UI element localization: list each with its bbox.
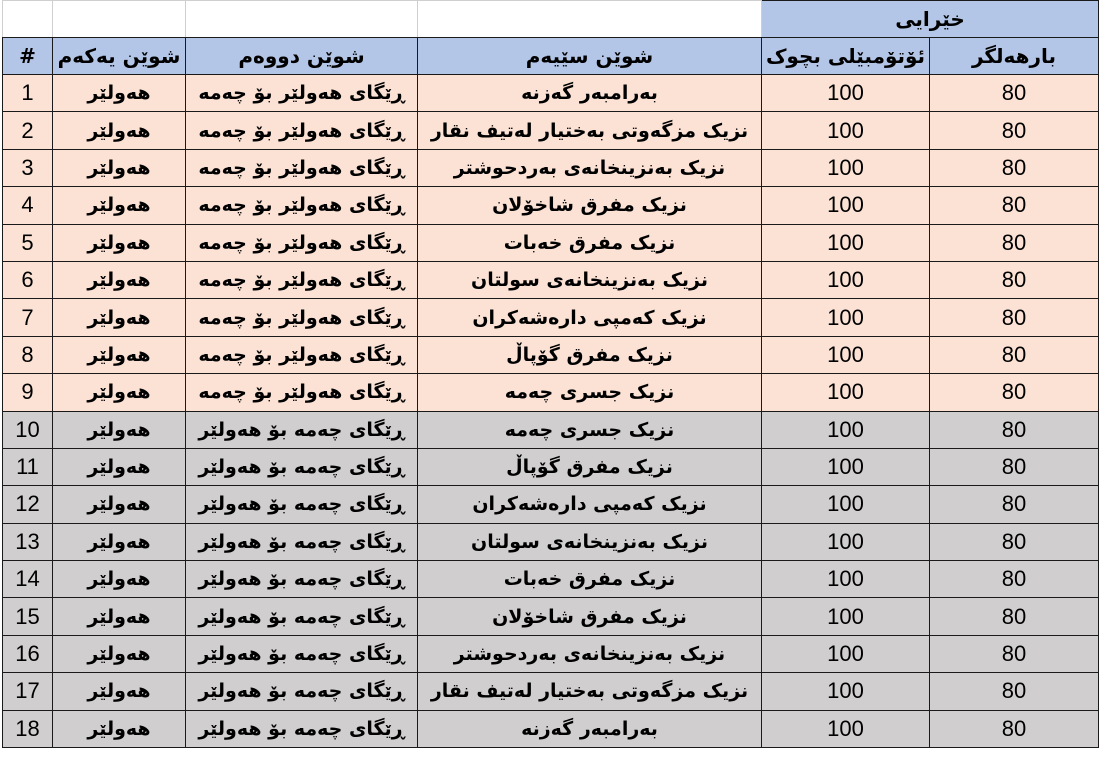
table-row xyxy=(3,411,1099,448)
row-number-cell: 10 xyxy=(3,411,53,448)
third-place-cell: نزیک مفرق خەبات xyxy=(418,561,762,598)
column-header-row xyxy=(3,38,1099,75)
empty-cell xyxy=(53,1,186,38)
small-car-speed-cell: 100 xyxy=(762,598,930,635)
third-place-cell: بەرامبەر گەزنە xyxy=(418,75,762,112)
row-number-cell: 14 xyxy=(3,561,53,598)
first-place-cell: هەولێر xyxy=(53,75,186,112)
second-place-cell: ڕێگای چەمە بۆ هەولێر xyxy=(186,635,418,672)
second-place-cell: ڕێگای چەمە بۆ هەولێر xyxy=(186,710,418,747)
first-place-cell: هەولێر xyxy=(53,486,186,523)
truck-speed-cell: 80 xyxy=(930,112,1099,149)
first-place-cell: هەولێر xyxy=(53,187,186,224)
empty-cell xyxy=(418,1,762,38)
empty-cell xyxy=(3,1,53,38)
third-place-cell: نزیک بەنزینخانەی سولتان xyxy=(418,523,762,560)
table-row xyxy=(3,598,1099,635)
table-row xyxy=(3,374,1099,411)
truck-speed-cell: 80 xyxy=(930,448,1099,485)
table-row xyxy=(3,187,1099,224)
table-row xyxy=(3,448,1099,485)
third-place-cell: نزیک مفرق خەبات xyxy=(418,224,762,261)
row-number-cell: 18 xyxy=(3,710,53,747)
truck-speed-cell: 80 xyxy=(930,187,1099,224)
table-row xyxy=(3,561,1099,598)
small-car-speed-cell: 100 xyxy=(762,411,930,448)
small-car-speed-cell: 100 xyxy=(762,448,930,485)
row-number-cell: 17 xyxy=(3,673,53,710)
row-number-cell: 13 xyxy=(3,523,53,560)
table-row xyxy=(3,336,1099,373)
first-place-cell: هەولێر xyxy=(53,673,186,710)
row-number-cell: 12 xyxy=(3,486,53,523)
table-row xyxy=(3,486,1099,523)
first-place-cell: هەولێر xyxy=(53,224,186,261)
small-car-speed-cell: 100 xyxy=(762,187,930,224)
small-car-speed-cell: 100 xyxy=(762,261,930,298)
truck-speed-cell: 80 xyxy=(930,673,1099,710)
row-number-cell: 15 xyxy=(3,598,53,635)
small-car-speed-cell: 100 xyxy=(762,486,930,523)
truck-speed-cell: 80 xyxy=(930,336,1099,373)
speed-group-header: خێرایی xyxy=(762,1,1099,38)
third-place-cell: نزیک کەمپی دارەشەکران xyxy=(418,299,762,336)
second-place-cell: ڕێگای چەمە بۆ هەولێر xyxy=(186,411,418,448)
third-place-cell: نزیک کەمپی دارەشەکران xyxy=(418,486,762,523)
second-place-cell: ڕێگای هەولێر بۆ چەمە xyxy=(186,374,418,411)
truck-speed-cell: 80 xyxy=(930,149,1099,186)
second-place-cell: ڕێگای هەولێر بۆ چەمە xyxy=(186,261,418,298)
col-header-first-place: شوێن یەکەم xyxy=(53,38,186,75)
third-place-cell: نزیک جسری چەمە xyxy=(418,374,762,411)
second-place-cell: ڕێگای چەمە بۆ هەولێر xyxy=(186,486,418,523)
truck-speed-cell: 80 xyxy=(930,374,1099,411)
small-car-speed-cell: 100 xyxy=(762,112,930,149)
third-place-cell: نزیک مزگەوتی بەختیار لەتیف نقار xyxy=(418,673,762,710)
row-number-cell: 3 xyxy=(3,149,53,186)
truck-speed-cell: 80 xyxy=(930,224,1099,261)
second-place-cell: ڕێگای هەولێر بۆ چەمە xyxy=(186,187,418,224)
first-place-cell: هەولێر xyxy=(53,149,186,186)
first-place-cell: هەولێر xyxy=(53,523,186,560)
second-place-cell: ڕێگای چەمە بۆ هەولێر xyxy=(186,673,418,710)
row-number-cell: 16 xyxy=(3,635,53,672)
table-row xyxy=(3,635,1099,672)
third-place-cell: نزیک مفرق شاخۆلان xyxy=(418,187,762,224)
third-place-cell: نزیک بەنزینخانەی بەردحوشتر xyxy=(418,635,762,672)
third-place-cell: نزیک مفرق شاخۆلان xyxy=(418,598,762,635)
table-row xyxy=(3,299,1099,336)
row-number-cell: 1 xyxy=(3,75,53,112)
table-row xyxy=(3,112,1099,149)
small-car-speed-cell: 100 xyxy=(762,336,930,373)
row-number-cell: 8 xyxy=(3,336,53,373)
second-place-cell: ڕێگای هەولێر بۆ چەمە xyxy=(186,299,418,336)
first-place-cell: هەولێر xyxy=(53,299,186,336)
third-place-cell: نزیک مزگەوتی بەختیار لەتیف نقار xyxy=(418,112,762,149)
col-header-index: # xyxy=(3,38,53,75)
col-header-small-car: ئۆتۆمبێلی بچوک xyxy=(762,38,930,75)
table-row xyxy=(3,710,1099,747)
second-place-cell: ڕێگای هەولێر بۆ چەمە xyxy=(186,149,418,186)
first-place-cell: هەولێر xyxy=(53,374,186,411)
second-place-cell: ڕێگای چەمە بۆ هەولێر xyxy=(186,598,418,635)
group-header-row xyxy=(3,1,1099,38)
row-number-cell: 11 xyxy=(3,448,53,485)
small-car-speed-cell: 100 xyxy=(762,561,930,598)
second-place-cell: ڕێگای هەولێر بۆ چەمە xyxy=(186,336,418,373)
third-place-cell: نزیک بەنزینخانەی بەردحوشتر xyxy=(418,149,762,186)
truck-speed-cell: 80 xyxy=(930,523,1099,560)
table-row xyxy=(3,149,1099,186)
col-header-second-place: شوێن دووەم xyxy=(186,38,418,75)
small-car-speed-cell: 100 xyxy=(762,149,930,186)
first-place-cell: هەولێر xyxy=(53,561,186,598)
small-car-speed-cell: 100 xyxy=(762,75,930,112)
row-number-cell: 5 xyxy=(3,224,53,261)
first-place-cell: هەولێر xyxy=(53,635,186,672)
small-car-speed-cell: 100 xyxy=(762,635,930,672)
first-place-cell: هەولێر xyxy=(53,710,186,747)
first-place-cell: هەولێر xyxy=(53,261,186,298)
small-car-speed-cell: 100 xyxy=(762,374,930,411)
third-place-cell: نزیک مفرق گۆپاڵ xyxy=(418,336,762,373)
row-number-cell: 2 xyxy=(3,112,53,149)
third-place-cell: بەرامبەر گەزنە xyxy=(418,710,762,747)
truck-speed-cell: 80 xyxy=(930,561,1099,598)
second-place-cell: ڕێگای هەولێر بۆ چەمە xyxy=(186,112,418,149)
third-place-cell: نزیک جسری چەمە xyxy=(418,411,762,448)
truck-speed-cell: 80 xyxy=(930,710,1099,747)
small-car-speed-cell: 100 xyxy=(762,523,930,560)
table-row xyxy=(3,523,1099,560)
first-place-cell: هەولێر xyxy=(53,448,186,485)
table-row xyxy=(3,224,1099,261)
first-place-cell: هەولێر xyxy=(53,598,186,635)
truck-speed-cell: 80 xyxy=(930,598,1099,635)
col-header-truck: بارهەلگر xyxy=(930,38,1099,75)
row-number-cell: 6 xyxy=(3,261,53,298)
second-place-cell: ڕێگای هەولێر بۆ چەمە xyxy=(186,75,418,112)
table-row xyxy=(3,673,1099,710)
first-place-cell: هەولێر xyxy=(53,411,186,448)
truck-speed-cell: 80 xyxy=(930,635,1099,672)
small-car-speed-cell: 100 xyxy=(762,710,930,747)
empty-cell xyxy=(186,1,418,38)
speed-table xyxy=(2,0,1099,748)
truck-speed-cell: 80 xyxy=(930,486,1099,523)
second-place-cell: ڕێگای هەولێر بۆ چەمە xyxy=(186,224,418,261)
truck-speed-cell: 80 xyxy=(930,411,1099,448)
small-car-speed-cell: 100 xyxy=(762,299,930,336)
third-place-cell: نزیک مفرق گۆپاڵ xyxy=(418,448,762,485)
third-place-cell: نزیک بەنزینخانەی سولتان xyxy=(418,261,762,298)
table-row xyxy=(3,75,1099,112)
row-number-cell: 7 xyxy=(3,299,53,336)
second-place-cell: ڕێگای چەمە بۆ هەولێر xyxy=(186,561,418,598)
row-number-cell: 9 xyxy=(3,374,53,411)
second-place-cell: ڕێگای چەمە بۆ هەولێر xyxy=(186,448,418,485)
col-header-third-place: شوێن سێیەم xyxy=(418,38,762,75)
row-number-cell: 4 xyxy=(3,187,53,224)
small-car-speed-cell: 100 xyxy=(762,673,930,710)
truck-speed-cell: 80 xyxy=(930,261,1099,298)
first-place-cell: هەولێر xyxy=(53,112,186,149)
second-place-cell: ڕێگای چەمە بۆ هەولێر xyxy=(186,523,418,560)
small-car-speed-cell: 100 xyxy=(762,224,930,261)
table-row xyxy=(3,261,1099,298)
first-place-cell: هەولێر xyxy=(53,336,186,373)
truck-speed-cell: 80 xyxy=(930,75,1099,112)
truck-speed-cell: 80 xyxy=(930,299,1099,336)
